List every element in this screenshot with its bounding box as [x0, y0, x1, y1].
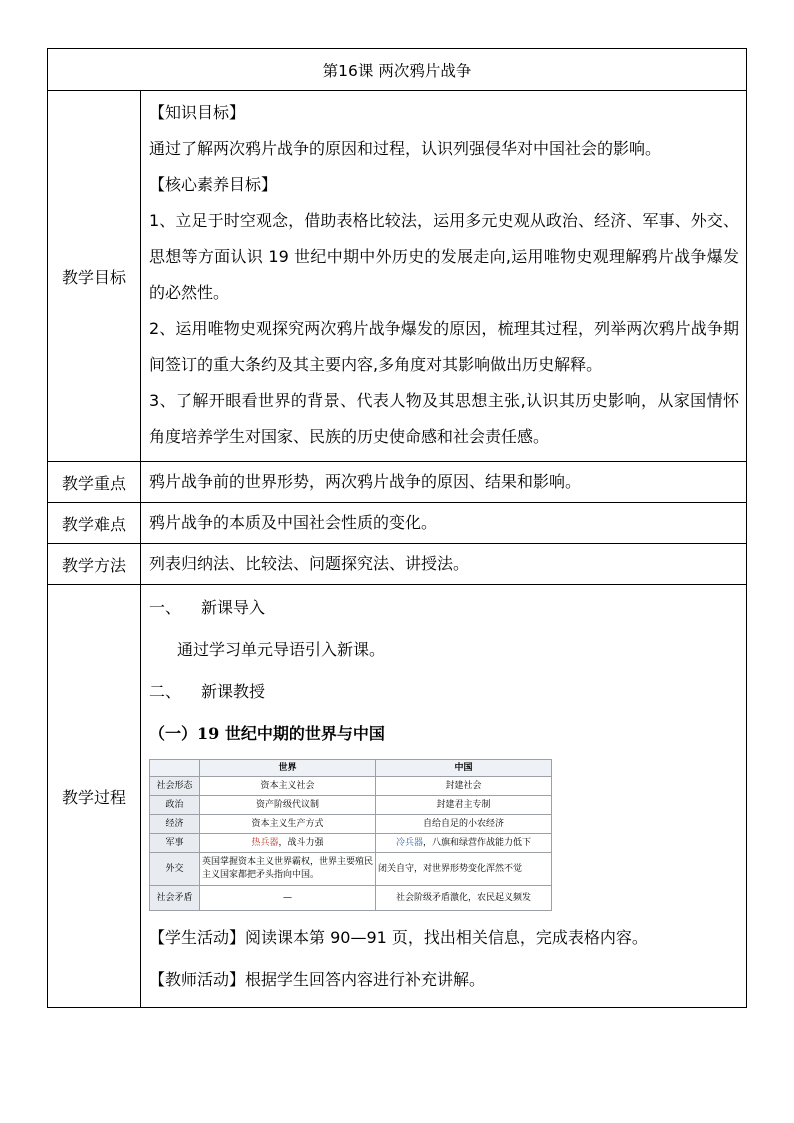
section-2-number: 二、 — [149, 682, 182, 701]
row-label: 军事 — [150, 834, 200, 853]
difficulties-label: 教学难点 — [48, 503, 141, 544]
col-china-header: 中国 — [376, 760, 552, 777]
comparison-row — [150, 886, 552, 911]
section-1-title: 新课导入 — [201, 598, 266, 617]
comparison-corner-cell — [150, 760, 200, 777]
row-label: 经济 — [150, 815, 200, 834]
key-points-text: 鸦片战争前的世界形势，两次鸦片战争的原因、结果和影响。 — [141, 462, 747, 503]
row-label: 社会形态 — [150, 777, 200, 796]
knowledge-text: 通过了解两次鸦片战争的原因和过程，认识列强侵华对中国社会的影响。 — [149, 139, 662, 158]
lesson-title: 第16课 两次鸦片战争 — [48, 49, 747, 91]
methods-label: 教学方法 — [48, 544, 141, 585]
comparison-table — [149, 759, 552, 911]
china-cell: 封建社会 — [376, 777, 552, 796]
difficulties-text: 鸦片战争的本质及中国社会性质的变化。 — [141, 503, 747, 544]
comparison-row — [150, 853, 552, 886]
comparison-row — [150, 815, 552, 834]
col-world-header: 世界 — [200, 760, 376, 777]
methods-text: 列表归纳法、比较法、问题探究法、讲授法。 — [141, 544, 747, 585]
world-cell-text: ，战斗力强 — [278, 837, 324, 848]
comparison-table-image — [149, 759, 551, 911]
china-cell — [376, 834, 552, 853]
china-cell-text: ，八旗和绿营作战能力低下 — [423, 837, 532, 848]
teacher-activity: 【教师活动】根据学生回答内容进行补充讲解。 — [149, 970, 486, 989]
literacy-item-1: 1、立足于时空观念，借助表格比较法，运用多元史观从政治、经济、军事、外交、思想等方面认识 19 世纪中期中外历史的发展走向,运用唯物史观理解鸦片战争爆发的必然性。 — [149, 211, 739, 302]
section-1-text: 通过学习单元导语引入新课。 — [177, 640, 386, 659]
row-label: 社会矛盾 — [150, 886, 200, 911]
title-row — [48, 49, 747, 91]
world-cell: 资产阶级代议制 — [200, 796, 376, 815]
section-1-number: 一、 — [149, 598, 182, 617]
subsection-1-heading: （一）19 世纪中期的世界与中国 — [149, 724, 385, 743]
world-cell: 资本主义社会 — [200, 777, 376, 796]
objectives-content — [141, 91, 747, 462]
section-1-heading — [149, 587, 739, 629]
world-highlight: 热兵器 — [251, 837, 279, 848]
comparison-header-row — [150, 760, 552, 777]
china-cell: 封建君主专制 — [376, 796, 552, 815]
literacy-item-3: 3、了解开眼看世界的背景、代表人物及其思想主张,认识其历史影响，从家国情怀角度培养学生对国家、民族的历史使命感和社会责任感。 — [149, 391, 739, 446]
world-cell: 资本主义生产方式 — [200, 815, 376, 834]
section-2-title: 新课教授 — [201, 682, 266, 701]
key-points-row — [48, 462, 747, 503]
lesson-plan-table — [47, 48, 747, 1008]
process-label: 教学过程 — [48, 585, 141, 1008]
world-cell — [200, 834, 376, 853]
difficulties-row — [48, 503, 747, 544]
objectives-row — [48, 91, 747, 462]
comparison-row — [150, 777, 552, 796]
lesson-plan-page — [47, 48, 746, 1008]
literacy-item-2: 2、运用唯物史观探究两次鸦片战争爆发的原因，梳理其过程，列举两次鸦片战争期间签订的重大条约及其主要内容,多角度对其影响做出历史解释。 — [149, 319, 739, 374]
row-label: 外交 — [150, 853, 200, 886]
methods-row — [48, 544, 747, 585]
section-2-heading — [149, 671, 739, 713]
china-highlight: 冷兵器 — [395, 837, 423, 848]
literacy-heading: 【核心素养目标】 — [149, 175, 278, 194]
knowledge-heading: 【知识目标】 — [149, 103, 246, 122]
comparison-row — [150, 834, 552, 853]
student-activity: 【学生活动】阅读课本第 90—91 页，找出相关信息，完成表格内容。 — [149, 928, 648, 947]
process-content — [141, 585, 747, 1008]
row-label: 政治 — [150, 796, 200, 815]
china-cell: 社会阶级矛盾激化，农民起义频发 — [376, 886, 552, 911]
china-cell: 自给自足的小农经济 — [376, 815, 552, 834]
world-cell: — — [200, 886, 376, 911]
objectives-label: 教学目标 — [48, 91, 141, 462]
comparison-row — [150, 796, 552, 815]
key-points-label: 教学重点 — [48, 462, 141, 503]
process-row — [48, 585, 747, 1008]
china-cell: 闭关自守，对世界形势变化浑然不觉 — [376, 853, 552, 886]
world-cell: 英国掌握资本主义世界霸权，世界主要殖民主义国家都把矛头指向中国。 — [200, 853, 376, 886]
